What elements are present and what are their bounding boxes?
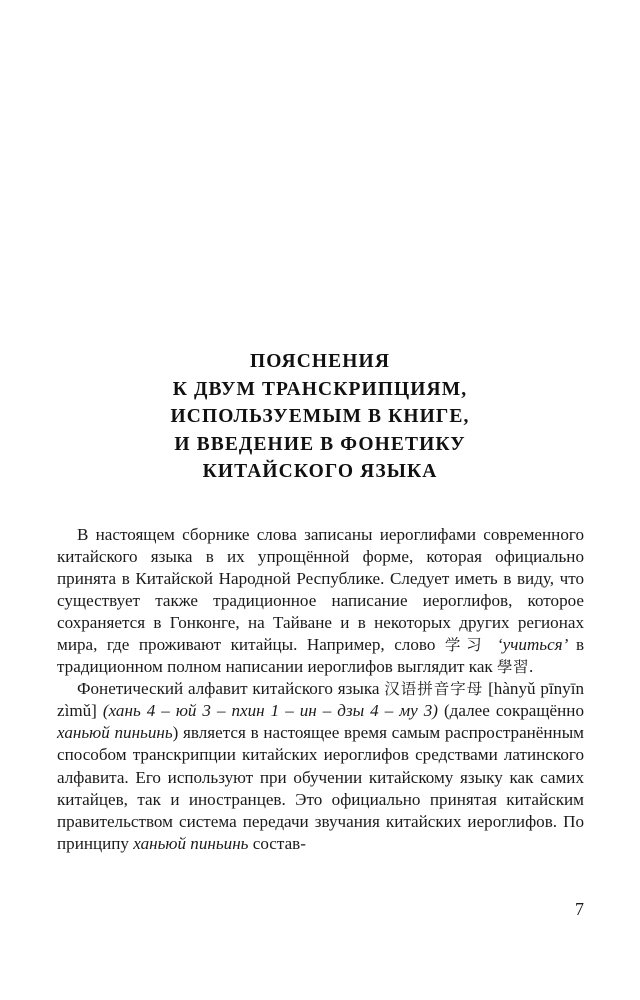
paragraph-2-text-part-4: ) является в настоящее время самым распространённым способом транскрипции китайских иероглифов средствами латинского алфавита. Его используют при обучении китайскому языку как самих китайцев, так и иностранцев. Это официально принятая китайским правительством система передачи звучания китайских иероглифов. По принципу (57, 723, 584, 853)
paragraph-1-text-part-1: В настоящем сборнике слова записаны иероглифами современного китайского языка в их упрощённой форме, которая официально принята в Китайской Народной Республике. Следует иметь в виду, что существует также традиционное написание иероглифов, которое сохраняется в Гонконге, на Тайване и в некоторых других регионах мира, где проживают китайцы. Например, слово (57, 525, 584, 655)
page-heading (57, 348, 583, 486)
chinese-hanyu-pinyin-zimu: 汉语拼音字母 (384, 680, 484, 699)
heading-line-5: КИТАЙСКОГО ЯЗЫКА (202, 461, 438, 483)
paragraph-1-text-part-2: в традиционном полном написании иероглифов выглядит как (57, 635, 585, 677)
term-hanyu-pinyin-1: ханьюй пиньинь (57, 723, 173, 743)
paragraph-1-text-part-3: . (529, 657, 534, 677)
body-text (57, 524, 584, 855)
chinese-simplified-xuexi: 学习 (444, 636, 488, 655)
chinese-traditional-xuexi: 學習 (496, 658, 529, 677)
paragraph-2-text-part-1: Фонетический алфавит китайского языка (77, 679, 385, 699)
heading-line-3: ИСПОЛЬЗУЕМЫМ В КНИГЕ, (170, 406, 470, 428)
paragraph-1 (57, 524, 584, 678)
pinyin-transcription: [hànyǔ pīnyīn zìmǔ] (57, 679, 585, 721)
paragraph-2 (57, 678, 584, 854)
paragraph-2-text-part-3: (далее сокращённо (438, 701, 584, 721)
heading-line-2: К ДВУМ ТРАНСКРИПЦИЯМ, (172, 378, 468, 400)
page-number: 7 (575, 899, 584, 919)
russian-transliteration: (хань 4 – юй 3 – пхин 1 – ин – дзы 4 – му 3) (102, 701, 438, 721)
paragraph-2-text-part-5: состав- (248, 833, 306, 853)
heading-line-1: ПОЯСНЕНИЯ (249, 351, 391, 372)
paragraph-1-gloss: ‘учиться’ (487, 635, 576, 655)
heading-line-4: И ВВЕДЕНИЕ В ФОНЕТИКУ (174, 433, 466, 455)
term-hanyu-pinyin-2: ханьюй пиньинь (133, 833, 249, 853)
